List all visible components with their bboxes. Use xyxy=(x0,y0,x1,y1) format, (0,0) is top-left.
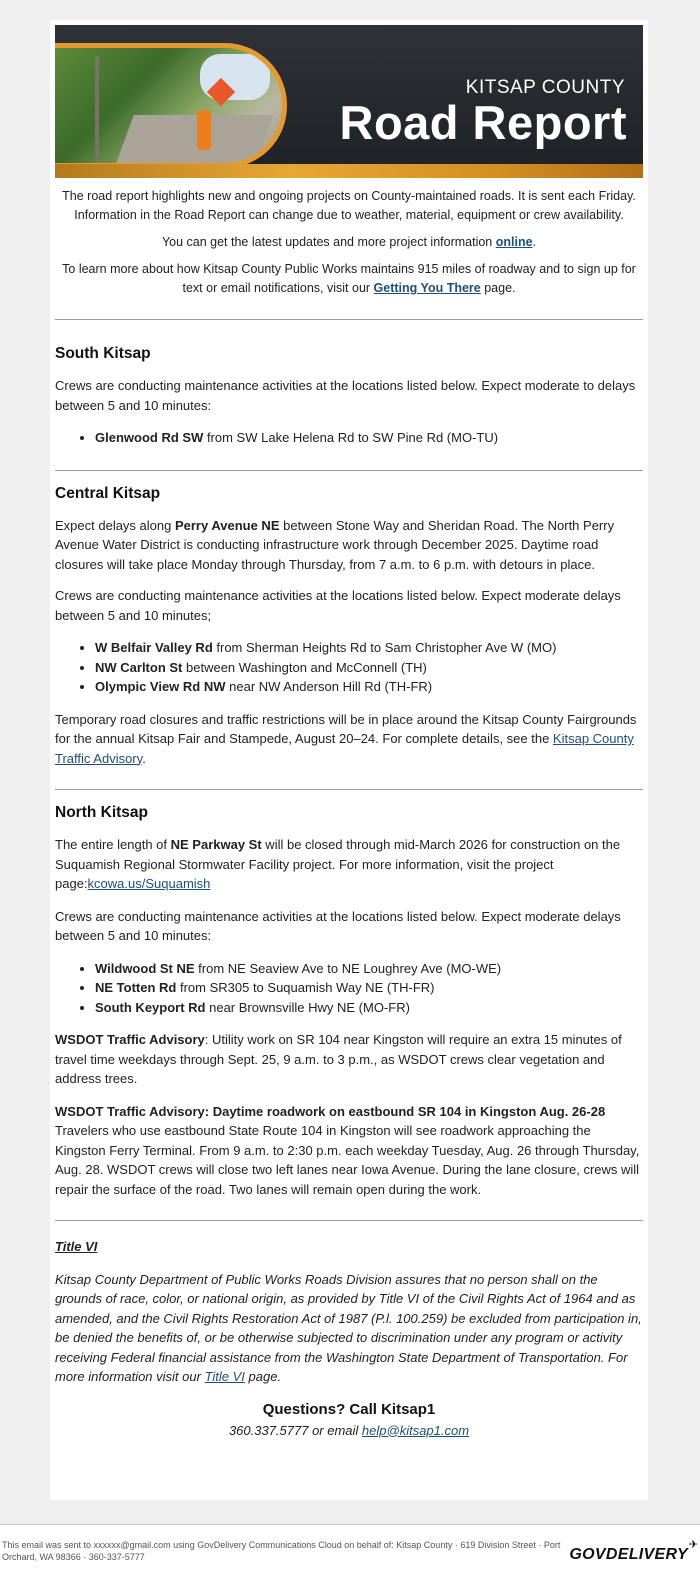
email-card xyxy=(50,20,648,1500)
section-heading: North Kitsap xyxy=(55,804,148,821)
south-maintenance-paragraph: Crews are conducting maintenance activities at the locations listed below. Expect moderate to delays between 5 and 10 minutes: xyxy=(55,378,636,413)
list-item: • Glenwood Rd SW from SW Lake Helena Rd to SW Pine Rd (MO-TU) xyxy=(95,428,643,448)
intro-section xyxy=(55,187,643,298)
title-vi-heading: Title VI xyxy=(55,1239,98,1254)
email-footer xyxy=(0,1524,700,1573)
list-item: • W Belfair Valley Rd from Sherman Heights Rd to Sam Christopher Ave W (MO) xyxy=(95,638,643,658)
getting-you-there-link[interactable]: Getting You There xyxy=(373,281,481,295)
list-item: • NW Carlton St between Washington and McConnell (TH) xyxy=(95,658,643,678)
title-vi-statement: Kitsap County Department of Public Works Roads Division assures that no person shall on the grounds of race, color, or national origin, as provided by Title VI of the Civil Rights Act of 1964 and as amended, and the Civil Rights Restoration Act of 1987 (P.l. 100.259) be excluded from participation in, be denied the benefits of, or be otherwise subjected to discrimination under any program or activity receiving Federal financial assistance from the Washington State Department of Transportation. For more information visit our Title VI page. xyxy=(55,1271,642,1384)
list-item: • NE Totten Rd from SR305 to Suquamish Way NE (TH-FR) xyxy=(95,978,643,998)
updates-paragraph: You can get the latest updates and more project information online. xyxy=(161,235,537,249)
flagger-photo xyxy=(55,43,287,168)
section-heading: South Kitsap xyxy=(55,345,151,362)
banner-stripe xyxy=(55,164,643,178)
traffic-advisory-link[interactable]: Kitsap County Traffic Advisory xyxy=(55,731,634,766)
central-maintenance-paragraph: Crews are conducting maintenance activities at the locations listed below. Expect moderate delays between 5 and 10 minutes; xyxy=(55,588,621,623)
contact-line: 360.337.5777 or email help@kitsap1.com xyxy=(228,1422,470,1438)
title-vi-link[interactable]: Title VI xyxy=(204,1369,245,1384)
perry-avenue-paragraph: Expect delays along Perry Avenue NE between Stone Way and Sheridan Road. The North Perry Avenue Water District is conducting infrastructure work through December 2025. Daytime road closures will take place Monday through Thursday, from 7 a.m. to 6 p.m. with detours in place. xyxy=(55,517,615,572)
title-vi-section xyxy=(55,1221,643,1387)
online-link[interactable]: online xyxy=(495,235,533,249)
list-item: • Wildwood St NE from NE Seaview Ave to NE Loughrey Ave (MO-WE) xyxy=(95,959,643,979)
banner-subtitle: KITSAP COUNTY xyxy=(465,77,625,98)
footer-text: This email was sent to xxxxxx@gmail.com using GovDelivery Communications Cloud on behalf of: Kitsap County · 619 Division Street · Port Orchard, WA 98366 · 360-337-5777 xyxy=(2,1540,561,1562)
learn-more-paragraph: To learn more about how Kitsap County Public Works maintains 915 miles of roadway and to sign up for text or email notifications, visit our Getting You There page. xyxy=(62,262,636,295)
wsdot-advisory-utility: WSDOT Traffic Advisory: Utility work on SR 104 near Kingston will require an extra 15 minutes of travel time weekdays through Sept. 25, 9 a.m. to 3 p.m., as WSDOT crews clear vegetation and address trees. xyxy=(55,1032,622,1086)
list-item: • Olympic View Rd NW near NW Anderson Hill Rd (TH-FR) xyxy=(95,677,643,697)
banner-title: Road Report xyxy=(339,96,627,149)
wsdot-advisory-roadwork: WSDOT Traffic Advisory: Daytime roadwork on eastbound SR 104 in Kingston Aug. 26-28 Travelers who use eastbound State Route 104 in Kingston will see roadwork approaching the Kingston Ferry Terminal. From 9 a.m. to 2:30 p.m. each weekday Tuesday, Aug. 26 through Thursday, Aug. 28. WSDOT crews will close two left lanes near Iowa Avenue. During the lane closure, crews will repair the surface of the road. Two lanes will remain open during the work. xyxy=(55,1103,640,1197)
central-kitsap-section xyxy=(55,471,643,769)
flagger-icon xyxy=(197,110,211,150)
north-kitsap-section xyxy=(55,790,643,1199)
north-road-list xyxy=(55,959,643,1018)
suquamish-link[interactable]: kcowa.us/Suquamish xyxy=(87,876,211,891)
fair-closures-paragraph: Temporary road closures and traffic restrictions will be in place around the Kitsap County Fairgrounds for the annual Kitsap Fair and Stampede, August 20–24. For complete details, see the Kitsap County Traffic Advisory. xyxy=(55,711,637,766)
central-road-list xyxy=(55,638,643,697)
road-report-banner xyxy=(55,25,643,178)
email-content xyxy=(55,178,643,1441)
south-kitsap-section xyxy=(55,320,643,448)
govdelivery-mark-icon: ✈ xyxy=(688,1539,698,1551)
list-item: • South Keyport Rd near Brownsville Hwy NE (MO-FR) xyxy=(95,998,643,1018)
govdelivery-logo[interactable]: GOVDELIVERY xyxy=(569,1546,688,1563)
intro-paragraph: The road report highlights new and ongoing projects on County-maintained roads. It is sent each Friday. Information in the Road Report can change due to weather, material, equipment or crew availability. xyxy=(62,189,636,222)
help-email-link[interactable]: help@kitsap1.com xyxy=(361,1422,470,1438)
contact-section xyxy=(55,1399,643,1441)
parkway-closure-paragraph: The entire length of NE Parkway St will be closed through mid-March 2026 for construction on the Suquamish Regional Stormwater Facility project. For more information, visit the project page:kcowa.us/Suquamish xyxy=(55,837,621,891)
contact-heading: Questions? Call Kitsap1 xyxy=(262,1400,436,1418)
south-road-list xyxy=(55,428,643,448)
section-heading: Central Kitsap xyxy=(55,484,161,502)
north-maintenance-paragraph: Crews are conducting maintenance activities at the locations listed below. Expect moderate delays between 5 and 10 minutes: xyxy=(55,908,621,943)
